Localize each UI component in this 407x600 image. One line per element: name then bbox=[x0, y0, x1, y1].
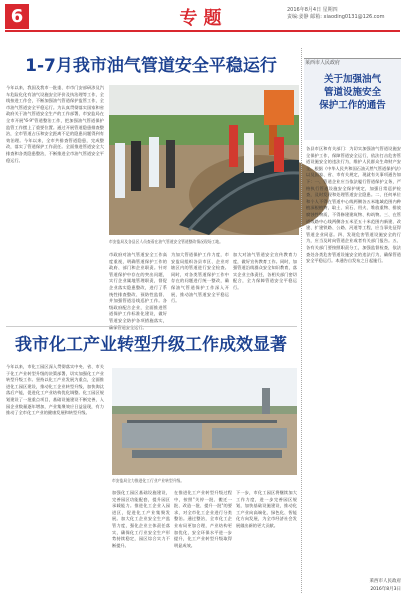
header-editor: 责编:姜静 邮箱: xiaoding0131@126.com bbox=[287, 14, 385, 20]
header-rule bbox=[5, 30, 400, 32]
column-divider bbox=[301, 48, 302, 593]
article2-col1: 今年以来，市化工园区深入贯彻落实中央、省、市关于化工产业转型升级的决策部署，切实加强化工产业转型升级工作。坚持以化工产业发展为重点，全面推进化工园区建设，推动化工企业转型升级，加快淘汰落后产能，促进化工产业结构优化调整。化工园区规划建设了一批重点项目，基础设施建设不断完善，入园企业数量逐年增加，产业集聚效应日益显现，有力推动了全市化工产业的健康发展和转型升级。 bbox=[6, 364, 104, 416]
chemical-park-photo bbox=[112, 368, 297, 475]
section-title: 专题 bbox=[179, 8, 228, 29]
page-header bbox=[0, 0, 407, 37]
article1-photo-caption: 市安监局及各县区人员查看在油气管道安全管道整改情况现场工地。 bbox=[109, 239, 223, 244]
article2-photo-caption: 市安监局全力推进化工行业产业转型升级。 bbox=[112, 478, 185, 483]
page-number: 6 bbox=[5, 4, 29, 29]
notice-source: 莱西市人民政府 bbox=[305, 60, 341, 66]
notice-title-line1: 关于加强油气 bbox=[323, 74, 381, 85]
notice-title-line3: 保护工作的通告 bbox=[319, 100, 386, 111]
article2-col2: 加强化工园区基础设施建设，完善园区功能配套，提升园区承载能力。推进化工企业入园进区，促进化工产业集聚发展。加大化工企业安全生产监管力度，强化企业主体责任落实，确保化工行业安全生产形势持续稳定，园区综合实力不断提升。 bbox=[112, 490, 170, 548]
article1-title: 1-7月我市油气管道安全平稳运行 bbox=[25, 56, 277, 76]
notice-signature: 莱西市人民政府 bbox=[369, 579, 401, 584]
article1-col4: 加大对油气管道安全宣传教育力度，做好宣传教育工作。同时，加强管道沿线群众安全知识教育，落实企业主体责任，各相关部门密切配合，全力保障管道安全平稳运行。 bbox=[233, 252, 297, 290]
header-date: 2016年8月4日 星期四 bbox=[287, 7, 338, 13]
notice-title-line2: 管道设施安全 bbox=[323, 87, 381, 98]
notice-body: 各县市区和有关部门：为切实加强油气管道设施安全保护工作，保障管道安全运行，依法打击危害管道设施安全的违法行为，维护人民群众生命财产安全，根据《中华人民共和国石油天然气管道保护法》以及国家、省、市有关规定，现就有关事项通告如下：一、管道企业应当依法履行管道保护义务，严格执行管道设施安全保护规定，加强日常巡护检查，及时发现和处理管道安全隐患。二、任何单位和个人不得在管道中心线两侧各五米地域范围内种植深根植物，取土、采石、用火、堆放重物、排放腐蚀性物质，不得修建建筑物、构筑物。三、在管道线路中心线两侧各五米至五十米范围内新建、改建、扩建铁路、公路、河道等工程，应当事先征得管道企业同意。四、发现危害管道设施安全的行为，应当及时向管道企业或者有关部门报告。五、各有关部门要按照职责分工，加强监督检查，依法查处各类危害管道设施安全的违法行为，确保管道安全平稳运行。本通告自发布之日起施行。 bbox=[306, 146, 401, 264]
article-divider bbox=[6, 326, 297, 327]
notice-title bbox=[304, 73, 401, 112]
article2-title: 我市化工产业转型升级工作成效显著 bbox=[15, 335, 287, 355]
notice-date: 2016年8月3日 bbox=[370, 587, 401, 592]
article1-col3: 为加大管道保护工作力度，市安监局组织各县市区、企业对辖区内的管道进行安全检查。同时，对各类管道保护工作中存在的问题进行统一整改，确保油气管道保护工作深入开展，推动油气管道安全平稳运行。 bbox=[171, 252, 229, 304]
article1-col2: 市政府对油气管道安全工作高度重视，明确管道保护工作的政府、部门和企业职责。针对管道保护中存在的突出问题，实行企业属地管理职责，督促企业落实隐患整改，进行了系统性排查整改、预防性监督、并加强管道沿线巡护工作。各级政府配合企业，全面推进管道保护工作标准化建设，做好管道安全防护各项措施落实，确保管道安全运行。 bbox=[109, 252, 167, 330]
pipeline-photo bbox=[109, 85, 299, 235]
article2-col3: 在推进化工产业转型升级过程中，按照"关停一批、搬迁一批、改造一批、提升一批"的要求，对全市化工企业进行分类整治。通过整治，全市化工企业布局更加合理，产业结构更加优化，安全环保水平进一步提升，化工产业转型升级取得明显成效。 bbox=[174, 490, 232, 548]
header-info bbox=[287, 7, 397, 21]
article1-col1: 今年以来，我国及我市一批重、市市门安部研涉及汽车危险化化有油气设施安全评价及执治理等工作，全线按进工作会，不断加强油气管道保护监管工作，全市油气管道安全平稳运行。为认真贯彻落实国家和省政府关于油气管道安全生产的工作部署，市安监局在全市开展"6·9"管道整治工作，把加强油气管道保护监管工作摆上了重要位置。通过开展管道隐患排查整治，全市管道占压和安全距离不足的隐患问题得到有效治理。今年以来，全市共排查管道隐患，完成整改，落实了管道保护工作责任。全面推进管道安全大排查和各类隐患整治，不断推进全市油气管道安全平稳运行。 bbox=[6, 85, 104, 163]
article2-col4: 下一步，市化工园区将继续加大工作力度，进一步完善园区规划，加快基础设施建设，推动化工产业向高端化、绿色化、智能化方向发展，为全市经济社会发展做出新的更大贡献。 bbox=[236, 490, 297, 528]
